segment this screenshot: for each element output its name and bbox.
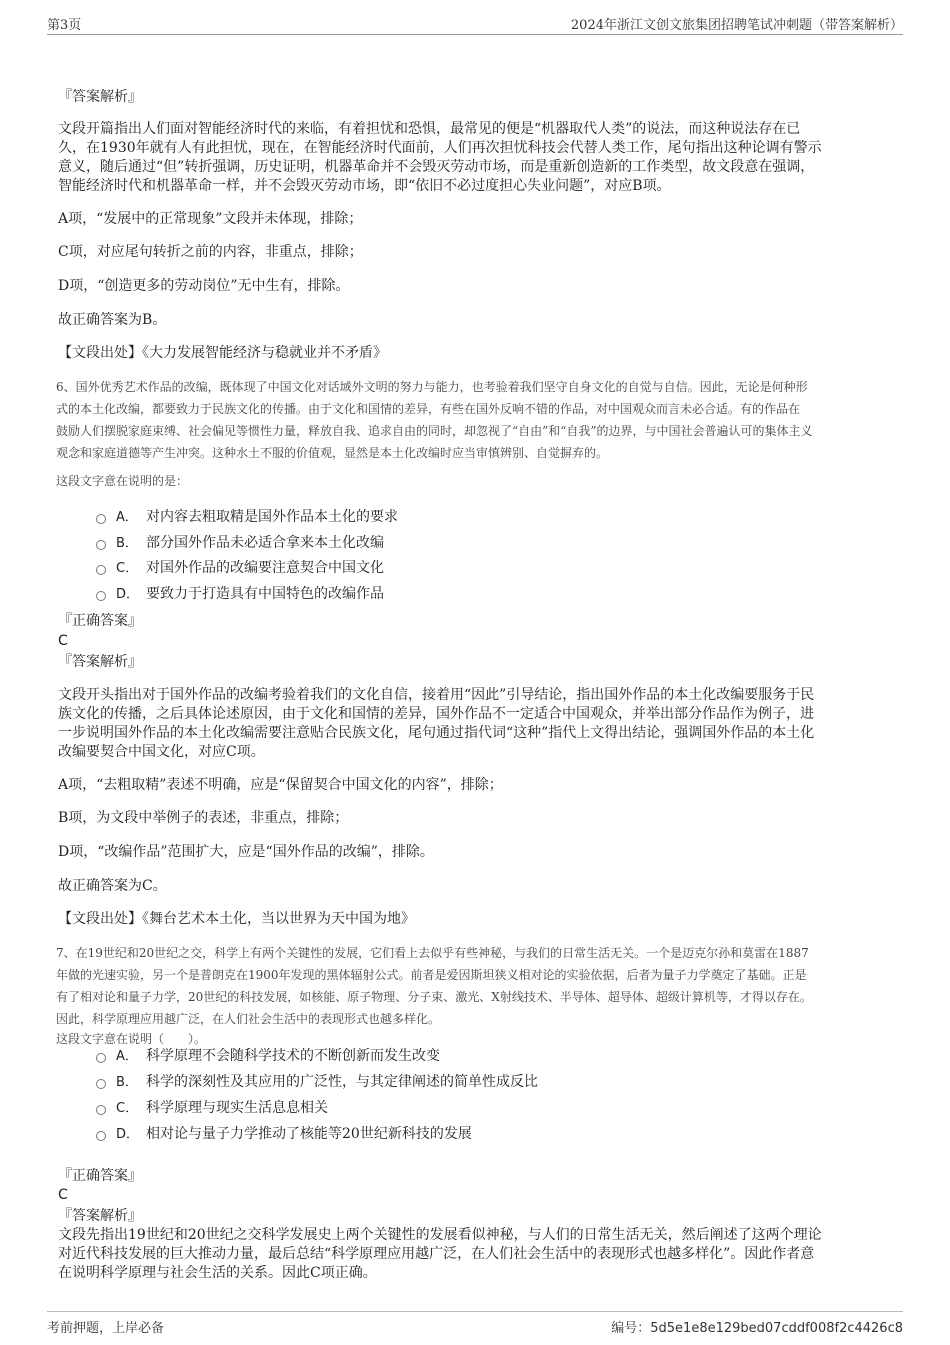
page-number: 第3页 xyxy=(47,18,82,33)
q7-answer-label: 『正确答案』 xyxy=(58,1168,142,1184)
radio-icon[interactable] xyxy=(96,591,106,601)
radio-icon[interactable] xyxy=(96,1105,106,1115)
q7-analysis-text: 文段先指出19世纪和20世纪之交科学发展史上两个关键性的发展看似神秘，与人们的日常生活无关，然后阐述了这两个理论 对近代科技发展的巨大推动力量，最后总结“科学原理应用越广泛，在人们社会生活中的表现形式也越多样化”。因此作者意 在说明科学原理与社会生活的关系。因此C项正确。 xyxy=(58,1227,822,1281)
q6-option-b[interactable]: B． 部分国外作品未必适合拿来本土化改编 xyxy=(96,534,384,553)
q6-option-a[interactable]: A． 对内容去粗取精是国外作品本土化的要求 xyxy=(96,508,398,527)
q7-option-d[interactable]: D． 相对论与量子力学推动了核能等20世纪新科技的发展 xyxy=(96,1125,472,1144)
radio-icon[interactable] xyxy=(96,1079,106,1089)
conclusion: 故正确答案为B。 xyxy=(58,312,167,328)
question-7-stem: 7、在19世纪和20世纪之交，科学上有两个关键性的发展，它们看上去似乎有些神秘，与我们的日常生活无关。一个是迈克尔孙和莫雷在1887 年做的光速实验，另一个是普朗克在1900年发现的黑体辐射公式。前者是爱因斯坦狭义相对论的实验依据，后者为量子力学奠定了基础。正是 有了相对论和量子力学，20世纪的科技发展，如核能、原子物理、分子束、激光、X射线技术、半导体、超导体、超级计算机等，才得以存在。 因此，科学原理应用越广泛，在人们社会生活中的表现形式也越多样化。 这段文字意在说明（ ）。 xyxy=(56,946,812,1046)
q6-option-b-review: B项，为文段中举例子的表述，非重点，排除； xyxy=(58,810,349,826)
q6-option-c[interactable]: C． 对国外作品的改编要注意契合中国文化 xyxy=(96,559,384,578)
document-code: 编号：5d5e1e8e129bed07cddf008f2c4426c8 xyxy=(611,1321,903,1336)
q6-answer: C xyxy=(58,633,68,649)
radio-icon[interactable] xyxy=(96,514,106,524)
option-c-review: C项，对应尾句转折之前的内容，非重点，排除； xyxy=(58,244,363,260)
radio-icon[interactable] xyxy=(96,1131,106,1141)
q6-conclusion: 故正确答案为C。 xyxy=(58,878,167,894)
option-a-review: A项，“发展中的正常现象”文段并未体现，排除； xyxy=(58,211,363,227)
footer-slogan: 考前押题，上岸必备 xyxy=(47,1321,165,1336)
document-title: 2024年浙江文创文旅集团招聘笔试冲刺题（带答案解析） xyxy=(570,18,903,33)
radio-icon[interactable] xyxy=(96,1053,106,1063)
page-footer xyxy=(47,1311,903,1338)
analysis-label: 『答案解析』 xyxy=(58,89,142,105)
q7-answer: C xyxy=(58,1187,68,1203)
q7-option-b[interactable]: B． 科学的深刻性及其应用的广泛性，与其定律阐述的简单性成反比 xyxy=(96,1073,538,1092)
q6-answer-label: 『正确答案』 xyxy=(58,613,142,629)
question-6-stem: 6、国外优秀艺术作品的改编，既体现了中国文化对话域外文明的努力与能力，也考验着我们坚守自身文化的自觉与自信。因此，无论是何种形 式的本土化改编，都要致力于民族文化的传播。由于文化和国情的差异，有些在国外反响不错的作品，对中国观众而言未必合适。有的作品在 鼓励人们摆脱家庭束缚、社会偏见等惯性力量，释放自我、追求自由的同时，却忽视了“自由”和“自我”的边界，与中国社会普遍认可的集体主义 观念和家庭道德等产生冲突。这种水土不服的价值观，显然是本土化改编时应当审慎辨别、自觉摒弃的。 xyxy=(56,380,813,460)
analysis-text: 文段开篇指出人们面对智能经济时代的来临，有着担忧和恐惧，最常见的便是“机器取代人类”的说法，而这种说法存在已 久，在1930年就有人有此担忧，现在，在智能经济时代面前，人们再次担忧科技会代替人类工作，尾句指出这种论调有警示 意义，随后通过“但”转折强调，历史证明，机器革命并不会毁灭劳动市场，而是重新创造新的工作类型，故文段意在强调， 智能经济时代和机器革命一样，并不会毁灭劳动市场，即“依旧不必过度担心失业问题”，对应B项。 xyxy=(58,121,822,194)
q6-analysis-text: 文段开头指出对于国外作品的改编考验着我们的文化自信，接着用“因此”引导结论，指出国外作品的本土化改编要服务于民 族文化的传播，之后具体论述原因，由于文化和国情的差异，国外作品不一定适合中国观众，并举出部分作品作为例子，进 一步说明国外作品的本土化改编需要注意贴合民族文化，尾句通过指代词“这种”指代上文得出结论，强调国外作品的本土化 改编要契合中国文化，对应C项。 xyxy=(58,687,815,760)
q7-option-c[interactable]: C． 科学原理与现实生活息息相关 xyxy=(96,1099,328,1118)
radio-icon[interactable] xyxy=(96,565,106,575)
page-header xyxy=(47,12,903,35)
q7-analysis-label: 『答案解析』 xyxy=(58,1208,142,1224)
option-d-review: D项，“创造更多的劳动岗位”无中生有，排除。 xyxy=(58,278,350,294)
q6-option-d[interactable]: D． 要致力于打造具有中国特色的改编作品 xyxy=(96,585,384,604)
q6-source: 【文段出处】《舞台艺术本土化，当以世界为天中国为地》 xyxy=(58,911,415,927)
radio-icon[interactable] xyxy=(96,540,106,550)
q6-option-a-review: A项，“去粗取精”表述不明确，应是“保留契合中国文化的内容”，排除； xyxy=(58,777,503,793)
q7-option-a[interactable]: A． 科学原理不会随科学技术的不断创新而发生改变 xyxy=(96,1047,440,1066)
q6-analysis-label: 『答案解析』 xyxy=(58,654,142,670)
q6-option-d-review: D项，“改编作品”范围扩大，应是“国外作品的改编”，排除。 xyxy=(58,844,434,860)
question-6-prompt: 这段文字意在说明的是： xyxy=(56,474,189,488)
source: 【文段出处】《大力发展智能经济与稳就业并不矛盾》 xyxy=(58,345,387,361)
